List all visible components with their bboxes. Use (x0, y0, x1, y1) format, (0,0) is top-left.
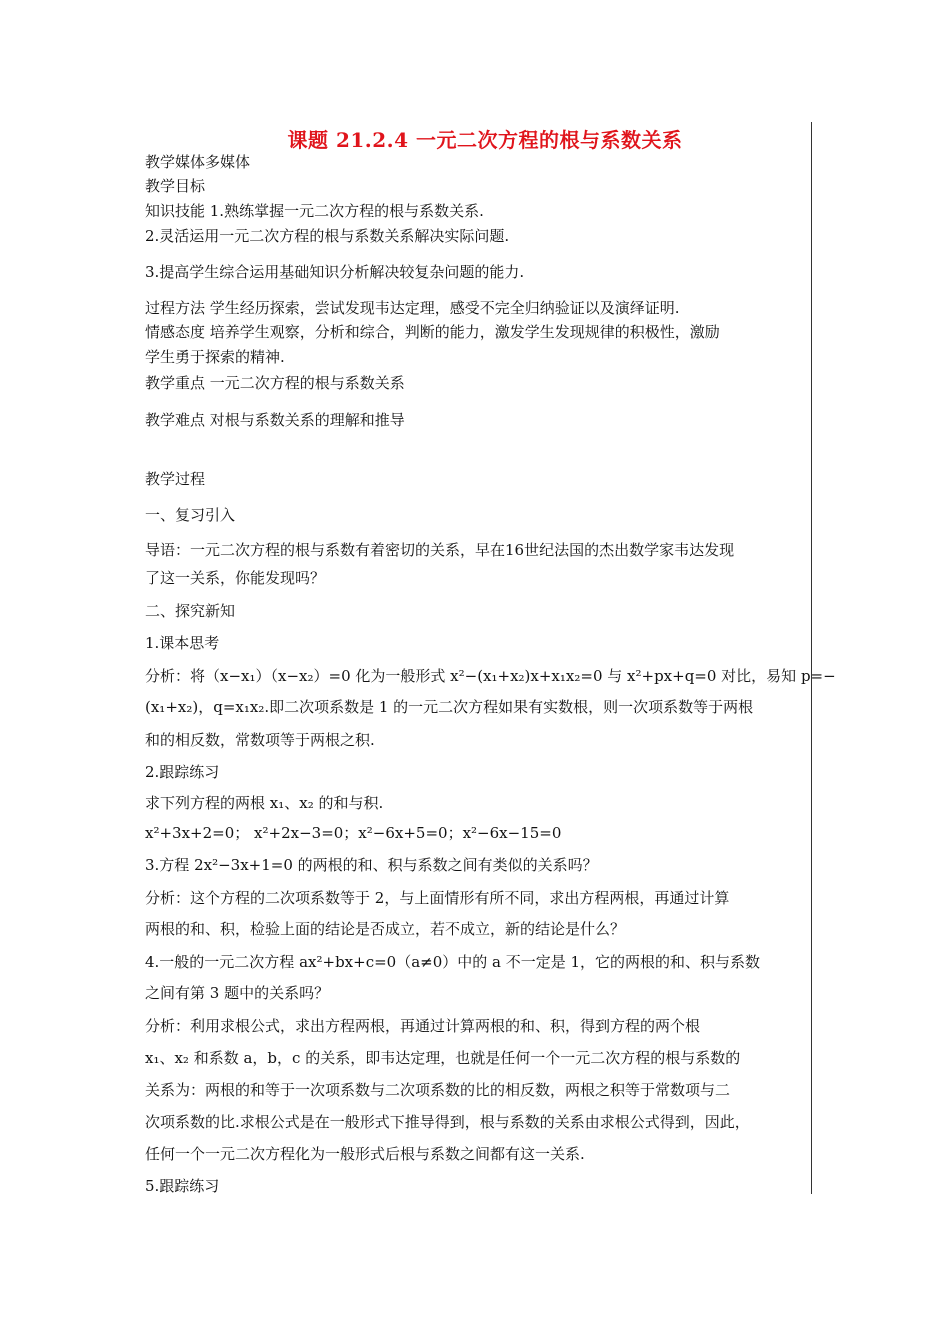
text-line: 2.灵活运用一元二次方程的根与系数关系解决实际问题. (145, 227, 510, 245)
text-line: 两根的和、积，检验上面的结论是否成立，若不成立，新的结论是什么？ (145, 920, 626, 938)
text-line: 了这一关系，你能发现吗？ (145, 569, 326, 587)
text-line: 3.方程 2x²−3x+1=0 的两根的和、积与系数之间有类似的关系吗？ (145, 856, 598, 874)
text-line: 关系为：两根的和等于一次项系数与二次项系数的比的相反数，两根之积等于常数项与二 (145, 1081, 731, 1099)
text-line: 教学过程 (145, 470, 206, 488)
text-line: 学生勇于探索的精神. (145, 348, 285, 366)
text-line: 教学媒体多媒体 (145, 153, 251, 171)
text-line: 求下列方程的两根 x₁、x₂ 的和与积. (145, 794, 384, 812)
text-line: 5.跟踪练习 (145, 1177, 220, 1195)
text-line: 2.跟踪练习 (145, 763, 220, 781)
text-line: 教学难点 对根与系数关系的理解和推导 (145, 411, 405, 429)
text-line: 1.课本思考 (145, 634, 220, 652)
text-line: x₁、x₂ 和系数 a，b，c 的关系，即韦达定理，也就是任何一个一元二次方程的根与系数的 (145, 1049, 741, 1067)
text-line: (x₁+x₂)，q=x₁x₂.即二次项系数是 1 的一元二次方程如果有实数根，则一次项系数等于两根 (145, 698, 754, 716)
text-line: 知识技能 1.熟练掌握一元二次方程的根与系数关系. (145, 202, 484, 220)
text-line: x²+3x+2=0； x²+2x−3=0；x²−6x+5=0；x²−6x−15=0 (145, 824, 562, 842)
text-line: 分析：利用求根公式，求出方程两根，再通过计算两根的和、积，得到方程的两个根 (145, 1017, 701, 1035)
text-line: 二、探究新知 (145, 602, 236, 620)
text-line: 4.一般的一元二次方程 ax²+bx+c=0（a≠0）中的 a 不一定是 1，它的两根的和、积与系数 (145, 953, 761, 971)
margin-line (811, 122, 812, 1194)
text-line: 教学重点 一元二次方程的根与系数关系 (145, 374, 405, 392)
text-line: 分析：这个方程的二次项系数等于 2，与上面情形有所不同，求出方程两根，再通过计算 (145, 889, 730, 907)
text-line: 3.提高学生综合运用基础知识分析解决较复杂问题的能力. (145, 263, 525, 281)
text-line: 教学目标 (145, 177, 206, 195)
text-line: 分析：将（x−x₁）（x−x₂）=0 化为一般形式 x²−(x₁+x₂)x+x₁x₂=0 与 x²+px+q=0 对比，易知 p=− (145, 667, 836, 685)
text-line: 一、复习引入 (145, 506, 236, 524)
text-line: 过程方法 学生经历探索，尝试发现韦达定理，感受不完全归纳验证以及演绎证明. (145, 299, 680, 317)
page-title: 课题 21.2.4 一元二次方程的根与系数关系 (287, 128, 683, 152)
text-line: 任何一个一元二次方程化为一般形式后根与系数之间都有这一关系. (145, 1145, 585, 1163)
text-line: 次项系数的比.求根公式是在一般形式下推导得到，根与系数的关系由求根公式得到，因此， (145, 1113, 750, 1131)
text-line: 导语：一元二次方程的根与系数有着密切的关系，早在16世纪法国的杰出数学家韦达发现 (145, 541, 735, 559)
text-line: 情感态度 培养学生观察，分析和综合，判断的能力，激发学生发现规律的积极性，激励 (145, 323, 720, 341)
text-line: 之间有第 3 题中的关系吗？ (145, 984, 330, 1002)
text-line: 和的相反数，常数项等于两根之积. (145, 731, 375, 749)
